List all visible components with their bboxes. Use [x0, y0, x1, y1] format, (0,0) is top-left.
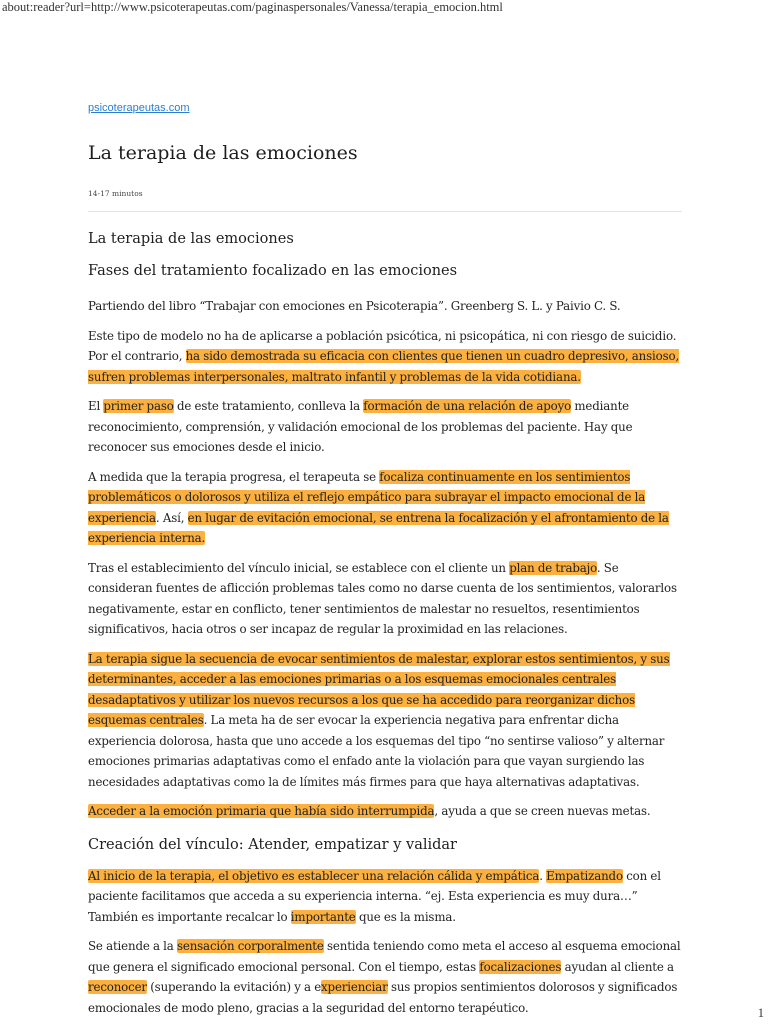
text-run: (superando la evitación) y a e	[146, 980, 322, 994]
highlighted-text: La terapia sigue la secuencia de evocar sentimientos de malestar, explorar estos sentimientos, y sus determinantes, acceder a las emociones primarias o a los esquemas emocionales centrales desadaptativos y utilizar los nuevos recursos a los que se ha accedido para reorganizar dichos esquemas centrales	[88, 651, 670, 727]
section-heading: La terapia de las emociones	[88, 231, 294, 247]
article-title: La terapia de las emociones	[88, 142, 358, 164]
text-run: El	[88, 399, 104, 413]
text-run: . Se consideran fuentes de aflicción problemas tales como no darse cuenta de los sentimientos, valorarlos negativamente, estar en conflicto, tener sentimientos de malestar no resueltos, resentimientos significativos, hacia otros o ser incapaz de regular la proximidad en las relaciones.	[88, 560, 677, 636]
text-run: Partiendo del libro “Trabajar con emociones en Psicoterapia”. Greenberg S. L. y Paivio C. S.	[88, 299, 621, 313]
paragraph	[88, 558, 682, 640]
text-run: de este tratamiento, conlleva la	[173, 399, 364, 413]
paragraph	[88, 467, 682, 549]
highlighted-text: reconocer	[88, 980, 147, 994]
text-run: que es la misma.	[355, 909, 456, 924]
text-run: . Así,	[155, 510, 188, 525]
paragraph	[88, 396, 682, 458]
text-run: , ayuda a que se creen nuevas metas.	[434, 804, 651, 818]
text-run: Tras el establecimiento del vínculo inicial, se establece con el cliente un	[88, 560, 510, 575]
page-number: 1	[757, 1006, 764, 1020]
text-run: Este tipo de modelo no ha de aplicarse a población psicótica, ni psicopática, ni con riesgo de suicidio. Por el contrario,	[88, 328, 677, 363]
text-run: ayudan al cliente a	[561, 959, 674, 974]
section-heading-bond: Creación del vínculo: Atender, empatizar y validar	[88, 836, 457, 853]
highlighted-text: xperienciar	[321, 980, 388, 994]
header-divider	[88, 211, 682, 212]
text-run: Se atiende a la	[88, 939, 177, 953]
article-content	[88, 222, 682, 1018]
text-run: sentida teniendo como meta el acceso al esquema emocional que genera el significado emocional personal. Con el tiempo, estas	[88, 939, 681, 974]
highlighted-text: primer paso	[103, 399, 174, 413]
text-run: .	[539, 868, 547, 883]
text-run: con el paciente facilitamos que acceda a su experiencia interna. “ej. Esta experiencia es muy dura…” También es importante recalcar lo	[88, 868, 661, 924]
text-run: . La meta ha de ser evocar la experiencia negativa para enfrentar dicha experiencia dolorosa, hasta que uno accede a los esquemas del tipo “no sentirse valioso” y alternar emociones primarias adaptativas como el enfado ante la violación para que vayan surgiendo las necesidades adaptativas como la de límites más firmes para que haya alternativas adaptativas.	[88, 713, 665, 789]
highlighted-text: formación de una relación de apoyo	[363, 399, 572, 413]
paragraph	[88, 936, 682, 1018]
paragraph	[88, 801, 682, 822]
reading-time: 14-17 minutos	[88, 189, 143, 198]
highlighted-text: focalizaciones	[479, 959, 562, 974]
text-run: A medida que la terapia progresa, el terapeuta se	[88, 469, 380, 484]
highlighted-text: Acceder a la emoción primaria que había sido interrumpida	[88, 804, 435, 818]
highlighted-text: importante	[290, 909, 356, 924]
paragraph	[88, 649, 682, 793]
text-run: mediante reconocimiento, comprensión, y validación emocional de los problemas del paciente. Hay que reconocer sus emociones desde el inicio.	[88, 399, 633, 454]
paragraph	[88, 296, 682, 317]
section-heading-phases: Fases del tratamiento focalizado en las emociones	[88, 263, 458, 279]
paragraph	[88, 866, 682, 928]
highlighted-text: Empatizando	[546, 868, 623, 883]
highlighted-text: Al inicio de la terapia, el objetivo es establecer una relación cálida y empática	[88, 868, 540, 883]
paragraph	[88, 326, 682, 388]
highlighted-text: ha sido demostrada su eficacia con clientes que tienen un cuadro depresivo, ansioso, sufren problemas interpersonales, maltrato infantil y problemas de la vida cotidiana.	[88, 349, 680, 384]
highlighted-text: sensación corporalmente	[176, 939, 324, 953]
site-domain-link[interactable]: psicoterapeutas.com	[88, 102, 190, 114]
page-url-header: about:reader?url=http://www.psicoterapeutas.com/paginaspersonales/Vanessa/terapia_emocion.html	[2, 0, 503, 14]
highlighted-text: en lugar de evitación emocional, se entrena la focalización y el afrontamiento de la experiencia interna.	[88, 510, 669, 545]
highlighted-text: focaliza continuamente en los sentimientos problemáticos o dolorosos y utiliza el reflejo empático para subrayar el impacto emocional de la experiencia	[88, 469, 646, 525]
highlighted-text: plan de trabajo	[509, 560, 597, 575]
text-run: sus propios sentimientos dolorosos y significados emocionales de modo pleno, gracias a la seguridad del entorno terapéutico.	[88, 980, 678, 1015]
